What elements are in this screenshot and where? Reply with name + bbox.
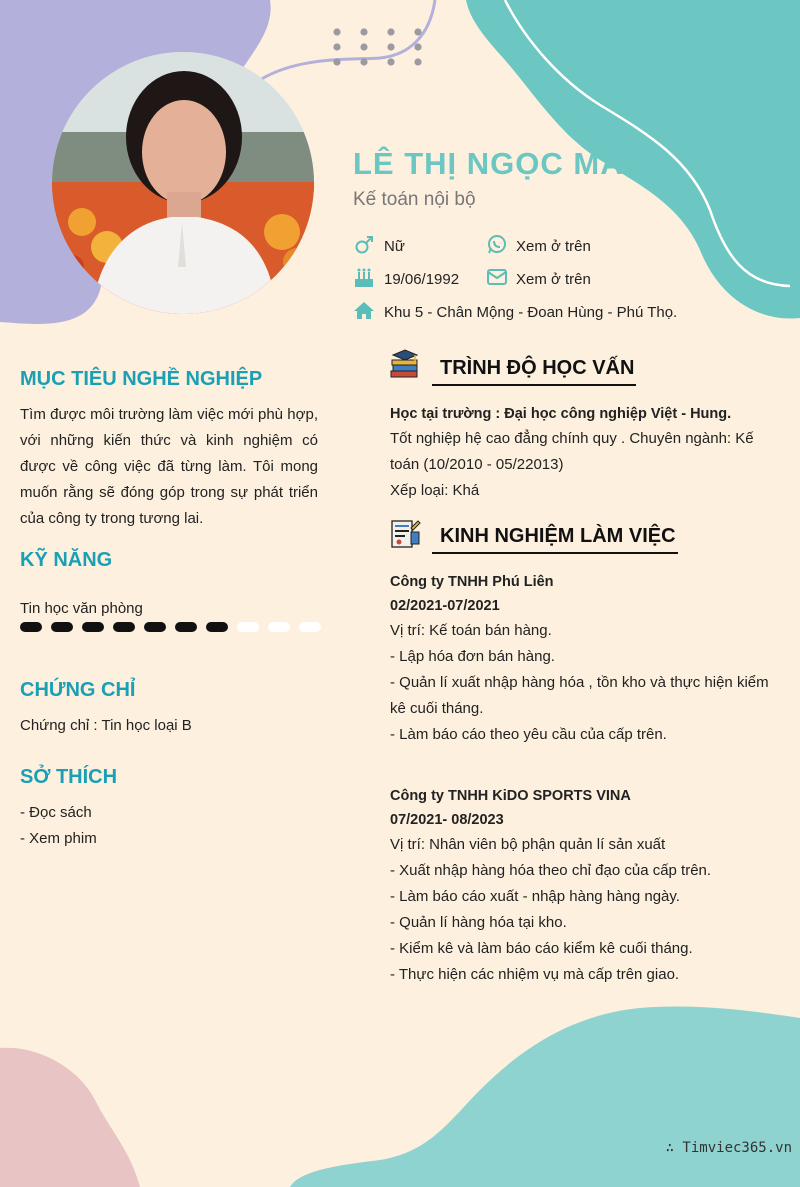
experience-heading: KINH NGHIỆM LÀM VIỆC xyxy=(440,525,676,548)
skills-heading: KỸ NĂNG xyxy=(20,549,113,571)
education-heading: TRÌNH ĐỘ HỌC VẤN xyxy=(440,357,634,380)
skill-dot-filled xyxy=(206,622,228,632)
job-line: - Làm báo cáo theo yêu cầu của cấp trên. xyxy=(390,726,667,743)
gender-value: Nữ xyxy=(384,238,405,255)
job-line: - Thực hiện các nhiệm vụ mà cấp trên giao. xyxy=(390,966,680,983)
avatar xyxy=(52,52,314,314)
teal-blob-bottom xyxy=(290,1007,800,1187)
job-line: - Xuất nhập hàng hóa theo chỉ đạo của cấp trên. xyxy=(390,862,712,879)
education-line: toán (10/2010 - 05/22013) xyxy=(390,456,564,473)
hobbies-heading: SỞ THÍCH xyxy=(20,766,118,788)
job-line: - Lập hóa đơn bán hàng. xyxy=(390,648,555,665)
job-period: 02/2021-07/2021 xyxy=(390,598,500,614)
education-school: Học tại trường : Đại học công nghiệp Việt - Hung. xyxy=(390,406,732,422)
education-line: Xếp loại: Khá xyxy=(390,482,480,499)
skill-dot-empty xyxy=(268,622,290,632)
career-goal-heading: MỤC TIÊU NGHỀ NGHIỆP xyxy=(20,368,263,390)
job-line: - Làm báo cáo xuất - nhập hàng hàng ngày. xyxy=(390,888,680,905)
hobby-item: - Xem phim xyxy=(20,830,97,847)
graduation-books-icon xyxy=(389,349,421,381)
skill-level-bar xyxy=(20,620,320,634)
birthday-cake-icon xyxy=(353,267,375,289)
phone-value: Xem ở trên xyxy=(516,238,591,255)
footer-brand: ∴ Timviec365.vn xyxy=(665,1140,792,1156)
skill-dot-filled xyxy=(20,622,42,632)
email-value: Xem ở trên xyxy=(516,271,591,288)
avatar-photo xyxy=(52,52,314,314)
skill-name: Tin học văn phòng xyxy=(20,600,143,617)
job-title: Kế toán nội bộ xyxy=(353,189,476,210)
job-line: kê cuối tháng. xyxy=(390,700,484,717)
job-company: Công ty TNHH KiDO SPORTS VINA xyxy=(390,788,631,804)
job-line: - Quản lí xuất nhập hàng hóa , tồn kho và thực hiện kiểm xyxy=(390,674,769,691)
job-line: Vị trí: Kế toán bán hàng. xyxy=(390,622,552,639)
career-goal-text: Tìm được môi trường làm việc mới phù hợp, với những kiến thức và kinh nghiệm có được về công việc đã từng làm. Tôi mong muốn rằng sẽ đóng góp trong sự phát triển của công ty trong tương lai. xyxy=(20,406,318,527)
skill-dot-filled xyxy=(51,622,73,632)
skill-dot-empty xyxy=(299,622,321,632)
skill-dot-filled xyxy=(144,622,166,632)
job-line: - Quản lí hàng hóa tại kho. xyxy=(390,914,567,931)
skill-dot-filled xyxy=(82,622,104,632)
lavender-curve-line xyxy=(260,0,435,80)
education-line: Tốt nghiệp hệ cao đẳng chính quy . Chuyên ngành: Kế xyxy=(390,430,754,447)
skill-dot-filled xyxy=(113,622,135,632)
certificates-heading: CHỨNG CHỈ xyxy=(20,679,136,701)
dob-value: 19/06/1992 xyxy=(384,271,460,288)
address-value: Khu 5 - Chân Mộng - Đoan Hùng - Phú Thọ. xyxy=(384,304,678,321)
email-icon xyxy=(486,266,508,288)
skill-dot-filled xyxy=(175,622,197,632)
skill-dot-empty xyxy=(237,622,259,632)
work-experience-icon xyxy=(389,518,421,550)
pink-blob xyxy=(0,1048,140,1187)
full-name: LÊ THỊ NGỌC MAI xyxy=(353,146,634,181)
job-company: Công ty TNHH Phú Liên xyxy=(390,574,554,590)
home-icon xyxy=(353,300,375,322)
whatsapp-icon xyxy=(486,233,508,255)
hobby-item: - Đọc sách xyxy=(20,804,92,821)
gender-icon xyxy=(353,234,375,256)
job-line: - Kiểm kê và làm báo cáo kiểm kê cuối tháng. xyxy=(390,940,693,957)
job-period: 07/2021- 08/2023 xyxy=(390,812,504,828)
job-line: Vị trí: Nhân viên bộ phận quản lí sản xuất xyxy=(390,836,666,853)
certificate-item: Chứng chỉ : Tin học loại B xyxy=(20,717,192,734)
